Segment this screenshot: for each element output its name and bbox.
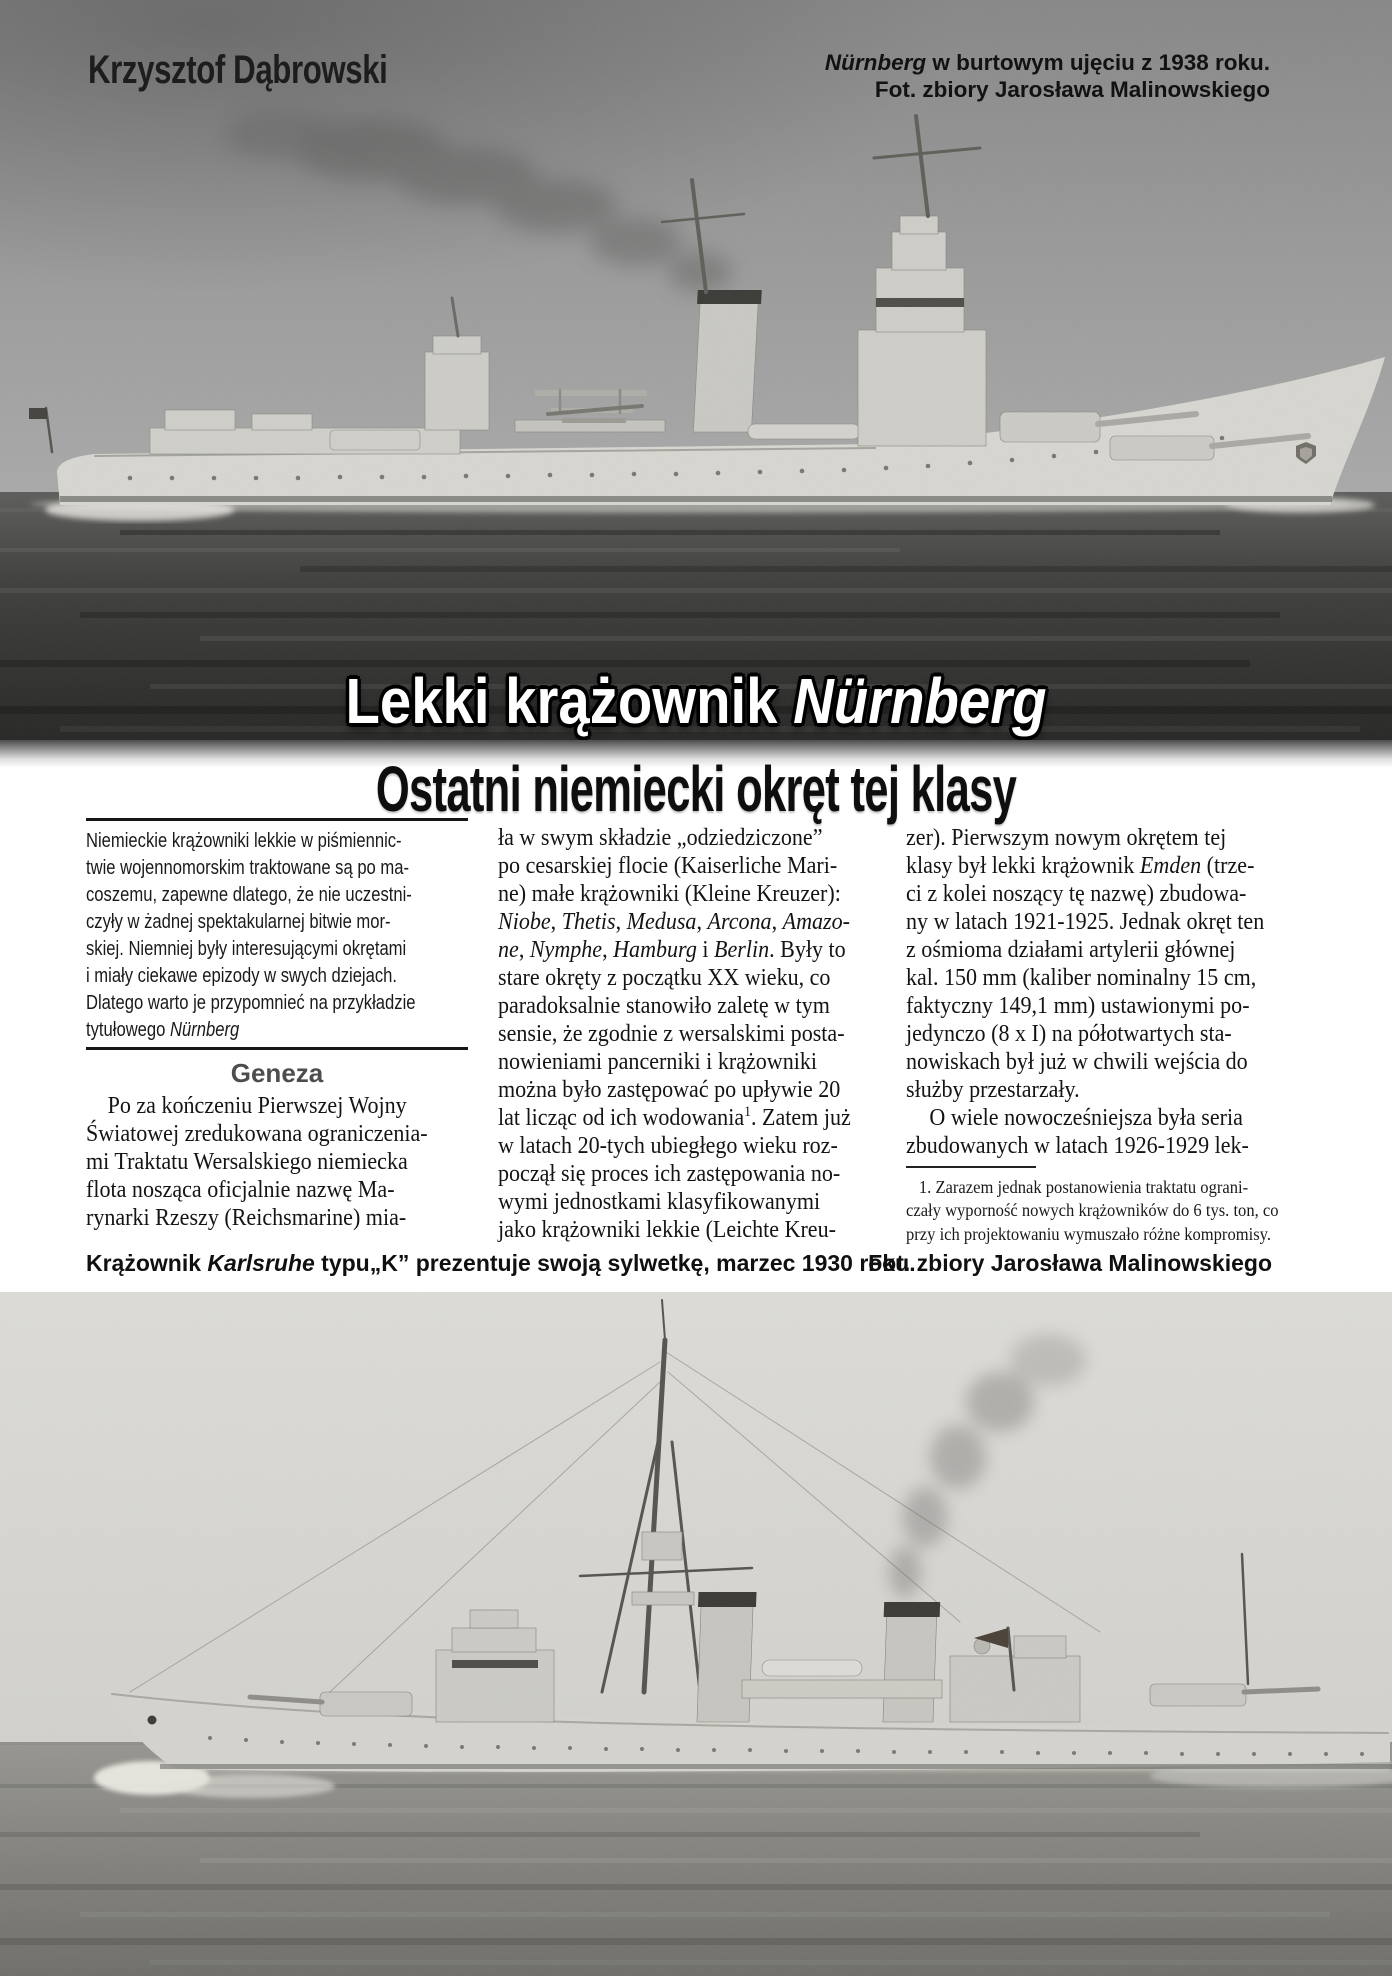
bottom-photo-karlsruhe <box>0 1292 1392 1976</box>
lead-rule-bottom <box>86 1047 468 1050</box>
footnote: 1. Zarazem jednak postanowienia traktatu ograni- czały wyporność nowych krążowników do 6 tys. ton, co przy ich projektowaniu wymuszało różne kompromisy. <box>906 1177 1279 1244</box>
author-name: Krzysztof Dąbrowski <box>88 48 388 92</box>
column3-paragraph-2: O wiele nowocześniejsza była seria zbudowanych w latach 1926-1929 lek- <box>906 1104 1249 1159</box>
lead-rule-top <box>86 818 468 821</box>
column2-paragraph: ła w swym składzie „odziedziczone” po cesarskiej flocie (Kaiserliche Mari- ne) małe krążowniki (Kleine Kreuzer): Niobe, Thetis, Medusa, Arcona, Amazo- ne, Nymphe, Hamburg i Berlin. Były to stare okręty z początku XX wieku, co paradoksalnie stanowiło zaletę w tym sensie, że zgodnie z wersalskimi posta- nowieniami pancerniki i krążowniki można było zastępować po upływie 20 lat licząc od ich wodowania$^1$. Zatem już w latach 20-tych ubiegłego wieku roz- począł się proces ich zastępowania no- wymi jednostkami klasyfikowanymi jako krążowniki lekkie (Leichte Kreu- <box>498 824 851 1243</box>
bottom-photo-caption: Krążownik Karlsruhe typu„K” prezentuje swoją sylwetkę, marzec 1930 roku. <box>86 1250 916 1276</box>
top-photo-caption <box>825 50 1270 103</box>
bottom-photo-credit: Fot. zbiory Jarosława Malinowskiego <box>868 1250 1272 1276</box>
column3-paragraph-1: zer). Pierwszym nowym okrętem tej klasy był lekki krążownik Emden (trze- ci z kolei noszący tę nazwę) zbudowa- ny w latach 1921-1925. Jednak okręt ten z ośmioma działami artylerii głównej kal. 150 mm (kaliber nominalny 15 cm, faktyczny 149,1 mm) ustawionymi po- jedynczo (8 x I) na półotwartych sta- nowiskach był już w chwili wejścia do służby przestarzały. <box>906 824 1265 1103</box>
footnote-rule <box>906 1166 1036 1168</box>
article-headline: Ostatni niemiecki okręt tej klasy <box>375 753 1017 825</box>
top-photo-caption-line1: Nürnberg w burtowym ujęciu z 1938 roku. <box>824 50 1270 75</box>
top-photo-nurnberg <box>0 0 1392 740</box>
section-heading-geneza: Geneza <box>230 1058 324 1088</box>
top-photo-caption-line2: Fot. zbiory Jarosława Malinowskiego <box>874 76 1270 102</box>
lead-paragraph: Niemieckie krążowniki lekkie w piśmiennic- twie wojennomorskim traktowane są po ma- coszemu, zapewne dlatego, że nie uczestni- czyły w żadnej spektakularnej bitwie mor- skiej. Niemniej były interesującymi okrętami i miały ciekawe epizody w swych dziejach. Dlatego warto je przypomnieć na przykładzie tytułowego Nürnberg <box>86 829 416 1041</box>
hero-title-overlay: Lekki krążownik Nürnberg <box>345 665 1047 737</box>
column1-paragraph: Po za kończeniu Pierwszej Wojny Światowej zredukowana ograniczenia- mi Traktatu Wersalskiego niemiecka flota nosząca oficjalnie nazwę Ma- rynarki Rzeszy (Reichsmarine) mia- <box>86 1092 428 1231</box>
